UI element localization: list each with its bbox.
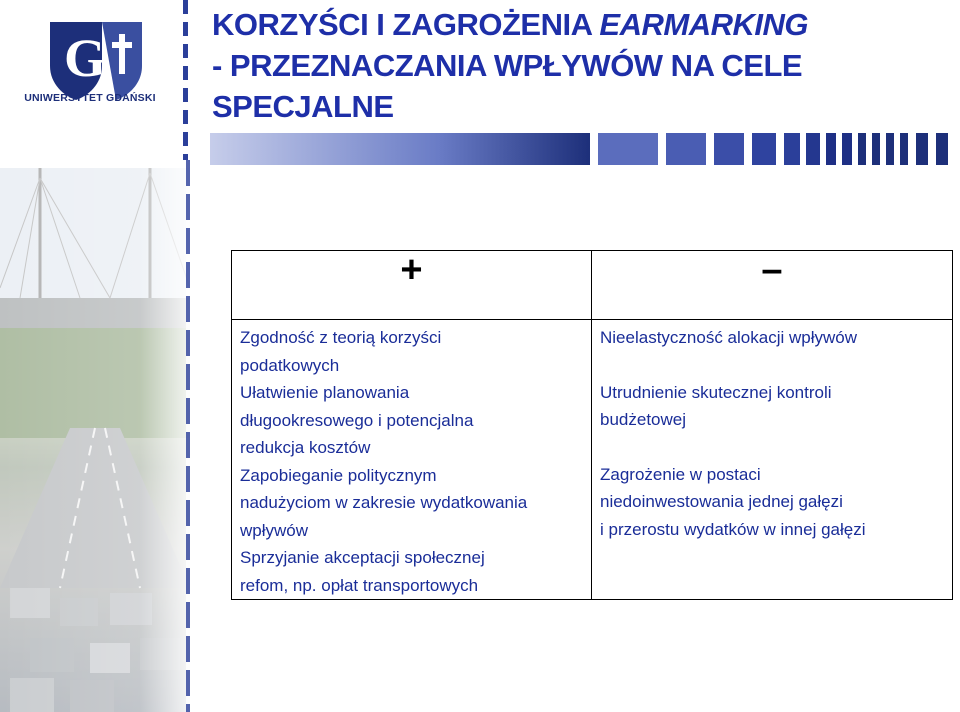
pros-cell (232, 320, 592, 600)
pros-cons-table (231, 250, 953, 600)
cons-line: Nieelastyczność alokacji wpływów (600, 328, 857, 347)
cons-line: budżetowej (600, 410, 687, 429)
university-logo (20, 14, 170, 124)
deco-stripe (183, 0, 188, 160)
minus-sign: – (761, 249, 783, 291)
cons-line: niedoinwestowania jednej gałęzi (600, 492, 843, 511)
cons-line: Zagrożenie w postaci (600, 464, 761, 484)
slide-title: KORZYŚCI I ZAGROŻENIA EARMARKING - PRZEZNACZANIA WPŁYWÓW NA CELE SPECJALNE (212, 7, 808, 124)
pros-line: refom, np. opłat transportowych (240, 575, 479, 595)
cons-cell (592, 320, 953, 600)
pros-header-cell (232, 251, 592, 320)
deco-bar (210, 133, 960, 165)
pros-line: Zapobieganie politycznym (240, 465, 437, 485)
cons-header-cell (592, 251, 953, 320)
svg-text:G: G (64, 28, 107, 88)
pros-line: Sprzyjanie akceptacji społecznej (240, 548, 485, 567)
pros-line: Zgodność z teorią korzyści (240, 328, 442, 347)
pros-line: długookresowego i potencjalna (240, 410, 474, 430)
pros-line: podatkowych (240, 355, 340, 375)
university-name: UNIWERSYTET GDAŃSKI (24, 92, 156, 104)
photo-fade (0, 168, 200, 712)
cons-line: i przerostu wydatków w innej gałęzi (600, 519, 866, 539)
pros-line: redukcja kosztów (240, 438, 371, 457)
pros-line: nadużyciom w zakresie wydatkowania (240, 493, 528, 512)
cons-line: Utrudnienie skutecznej kontroli (600, 382, 832, 402)
pros-line: wpływów (240, 520, 309, 540)
plus-sign: + (400, 249, 423, 291)
deco-stripe (186, 160, 190, 712)
pros-line: Ułatwienie planowania (240, 383, 410, 402)
